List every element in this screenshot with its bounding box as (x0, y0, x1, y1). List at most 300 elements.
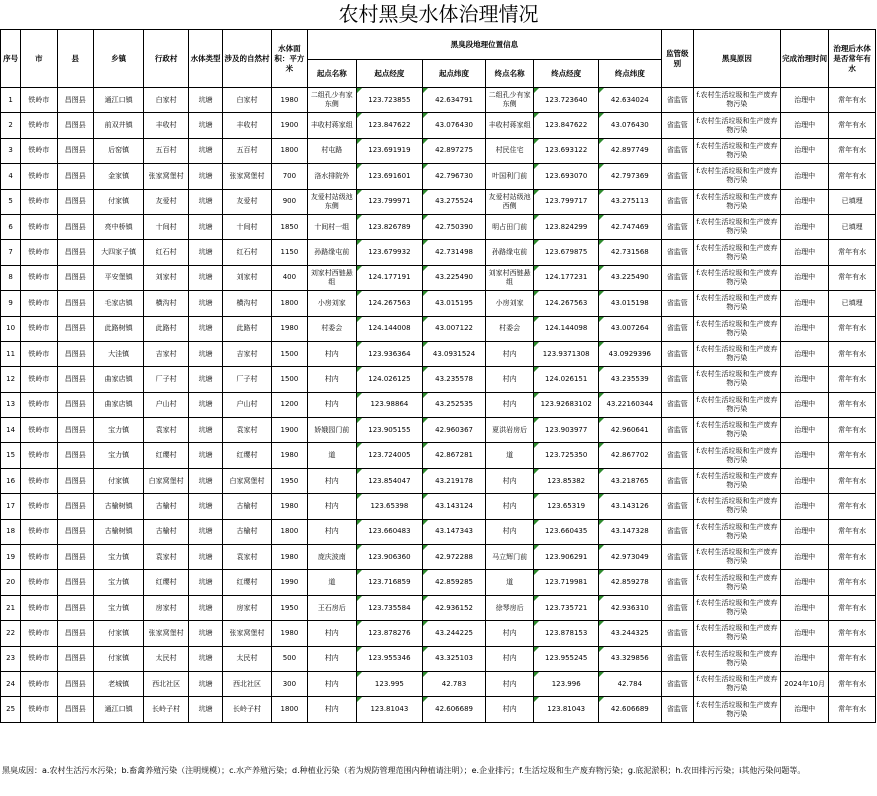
table-body (1, 88, 876, 723)
cell-villages-involved: 房家村 (223, 595, 271, 620)
table-row (1, 519, 876, 544)
cell-cause: f.农村生活垃圾和生产废弃物污染 (693, 443, 780, 468)
cell-county: 昌图县 (57, 671, 93, 696)
cell-village: 户山村 (144, 392, 188, 417)
cell-start-lat: 43.325103 (423, 646, 486, 671)
cell-end-lng: 123.679875 (534, 240, 599, 265)
cell-area: 1900 (271, 418, 307, 443)
cell-type: 坑塘 (188, 138, 222, 163)
cell-level: 省监管 (661, 697, 693, 722)
cell-start-name: 二组孔少有家东侧 (308, 88, 356, 113)
cell-village: 厂子村 (144, 367, 188, 392)
cell-village: 红缨村 (144, 570, 188, 595)
cell-county: 昌图县 (57, 468, 93, 493)
cell-start-lat: 42.731498 (423, 240, 486, 265)
cell-type: 坑塘 (188, 443, 222, 468)
cell-start-name: 刘家村西链悬组 (308, 265, 356, 290)
cell-cause: f.农村生活垃圾和生产废弃物污染 (693, 418, 780, 443)
cell-seq: 1 (1, 88, 21, 113)
cell-type: 坑塘 (188, 621, 222, 646)
cell-status: 常年有水 (829, 646, 876, 671)
cell-end-lat: 42.973049 (599, 545, 662, 570)
cell-end-lng: 123.878153 (534, 621, 599, 646)
cell-end-lng: 123.693122 (534, 138, 599, 163)
cell-seq: 25 (1, 697, 21, 722)
cell-done-time: 治理中 (780, 519, 828, 544)
cell-status: 常年有水 (829, 341, 876, 366)
cell-village: 太民村 (144, 646, 188, 671)
cell-village: 张家窝堡村 (144, 621, 188, 646)
cell-village: 张家窝堡村 (144, 164, 188, 189)
cell-start-lng: 123.906360 (356, 545, 423, 570)
col-status: 治理后水体是否常年有水 (829, 30, 876, 88)
cell-level: 省监管 (661, 367, 693, 392)
cell-villages-involved: 横沟村 (223, 291, 271, 316)
cell-city: 铁岭市 (21, 468, 57, 493)
cell-area: 1980 (271, 443, 307, 468)
cell-level: 省监管 (661, 240, 693, 265)
cell-end-lat: 43.225490 (599, 265, 662, 290)
cell-done-time: 治理中 (780, 621, 828, 646)
cell-status: 常年有水 (829, 265, 876, 290)
cell-seq: 3 (1, 138, 21, 163)
cell-level: 省监管 (661, 621, 693, 646)
footnote: 黑臭成因：a.农村生活污水污染；b.畜禽养殖污染（注明规模）；c.水产养殖污染；d.种植业污染（若为规防管理范围内种植请注明）；e.企业排污；f.生活垃圾和生产废弃物污染；g.底泥淤积；h.农田排污污染；i其他污染问题等。 (2, 766, 806, 775)
cell-level: 省监管 (661, 113, 693, 138)
cell-city: 铁岭市 (21, 519, 57, 544)
col-city: 市 (21, 30, 57, 88)
cell-village: 此路村 (144, 316, 188, 341)
table-row (1, 494, 876, 519)
cell-area: 1850 (271, 214, 307, 239)
cell-seq: 17 (1, 494, 21, 519)
cell-villages-involved: 白家窝堡村 (223, 468, 271, 493)
cell-seq: 11 (1, 341, 21, 366)
cell-start-lat: 42.897275 (423, 138, 486, 163)
cell-village: 友爱村 (144, 189, 188, 214)
cell-cause: f.农村生活垃圾和生产废弃物污染 (693, 545, 780, 570)
cell-village: 红缨村 (144, 443, 188, 468)
cell-level: 省监管 (661, 291, 693, 316)
cell-status: 常年有水 (829, 494, 876, 519)
cell-town: 后窑镇 (93, 138, 144, 163)
cell-villages-involved: 吉家村 (223, 341, 271, 366)
cell-done-time: 治理中 (780, 138, 828, 163)
cell-county: 昌图县 (57, 291, 93, 316)
cell-end-lat: 42.859278 (599, 570, 662, 595)
cell-start-name: 道 (308, 570, 356, 595)
cell-status: 常年有水 (829, 113, 876, 138)
cell-area: 1500 (271, 341, 307, 366)
cell-city: 铁岭市 (21, 646, 57, 671)
cell-city: 铁岭市 (21, 189, 57, 214)
cell-seq: 10 (1, 316, 21, 341)
cell-start-lat: 43.007122 (423, 316, 486, 341)
cell-start-lng: 124.026125 (356, 367, 423, 392)
cell-type: 坑塘 (188, 519, 222, 544)
cell-cause: f.农村生活垃圾和生产废弃物污染 (693, 88, 780, 113)
table-row (1, 189, 876, 214)
cell-county: 昌图县 (57, 113, 93, 138)
cell-village: 西北社区 (144, 671, 188, 696)
cell-villages-involved: 长岭子村 (223, 697, 271, 722)
cell-type: 坑塘 (188, 570, 222, 595)
cell-town: 通江口镇 (93, 88, 144, 113)
cell-end-lng: 123.903977 (534, 418, 599, 443)
cell-seq: 15 (1, 443, 21, 468)
cell-type: 坑塘 (188, 671, 222, 696)
cell-area: 1980 (271, 621, 307, 646)
cell-city: 铁岭市 (21, 240, 57, 265)
cell-start-name: 道 (308, 443, 356, 468)
cell-end-lng: 123.723640 (534, 88, 599, 113)
cell-end-lat: 43.007264 (599, 316, 662, 341)
cell-level: 省监管 (661, 468, 693, 493)
cell-end-lat: 43.147328 (599, 519, 662, 544)
cell-city: 铁岭市 (21, 367, 57, 392)
cell-start-lat: 43.0931524 (423, 341, 486, 366)
cell-start-lng: 123.799971 (356, 189, 423, 214)
cell-end-lng: 123.847622 (534, 113, 599, 138)
cell-villages-involved: 厂子村 (223, 367, 271, 392)
cell-end-lng: 123.906291 (534, 545, 599, 570)
cell-start-lng: 123.724005 (356, 443, 423, 468)
cell-end-name: 马立辉门前 (485, 545, 533, 570)
cell-end-name: 道 (485, 570, 533, 595)
cell-area: 500 (271, 646, 307, 671)
col-area: 水体面积：平方米 (271, 30, 307, 88)
cell-level: 省监管 (661, 214, 693, 239)
table-row (1, 671, 876, 696)
cell-village: 白家村 (144, 88, 188, 113)
cell-start-lat: 42.867281 (423, 443, 486, 468)
cell-start-lng: 124.177191 (356, 265, 423, 290)
cell-start-lat: 43.147343 (423, 519, 486, 544)
cell-area: 300 (271, 671, 307, 696)
cell-end-name: 村委会 (485, 316, 533, 341)
cell-city: 铁岭市 (21, 392, 57, 417)
cell-seq: 8 (1, 265, 21, 290)
cell-villages-involved: 红缨村 (223, 570, 271, 595)
cell-town: 付家镇 (93, 468, 144, 493)
cell-cause: f.农村生活垃圾和生产废弃物污染 (693, 214, 780, 239)
cell-area: 1900 (271, 113, 307, 138)
cell-city: 铁岭市 (21, 316, 57, 341)
cell-done-time: 治理中 (780, 189, 828, 214)
cell-done-time: 治理中 (780, 291, 828, 316)
cell-start-name: 村屯路 (308, 138, 356, 163)
cell-village: 横沟村 (144, 291, 188, 316)
page-title: 农村黑臭水体治理情况 (338, 2, 539, 26)
table-row (1, 545, 876, 570)
cell-area: 1200 (271, 392, 307, 417)
cell-start-lng: 123.679932 (356, 240, 423, 265)
cell-level: 省监管 (661, 392, 693, 417)
cell-type: 坑塘 (188, 88, 222, 113)
cell-village: 袁家村 (144, 418, 188, 443)
cell-end-name: 夏洪岩房后 (485, 418, 533, 443)
cell-start-lat: 42.936152 (423, 595, 486, 620)
cell-county: 昌图县 (57, 570, 93, 595)
cell-city: 铁岭市 (21, 113, 57, 138)
cell-city: 铁岭市 (21, 418, 57, 443)
cell-start-name: 村内 (308, 494, 356, 519)
cell-seq: 14 (1, 418, 21, 443)
col-start-lng: 起点经度 (356, 60, 423, 88)
cell-done-time: 治理中 (780, 443, 828, 468)
cell-status: 常年有水 (829, 138, 876, 163)
table-row (1, 113, 876, 138)
cell-end-lng: 123.824299 (534, 214, 599, 239)
table-row (1, 392, 876, 417)
cell-end-lng: 123.92683102 (534, 392, 599, 417)
cell-town: 古榆树镇 (93, 519, 144, 544)
col-county: 县 (57, 30, 93, 88)
cell-cause: f.农村生活垃圾和生产废弃物污染 (693, 646, 780, 671)
cell-seq: 18 (1, 519, 21, 544)
cell-start-name: 洛水排院外 (308, 164, 356, 189)
cell-done-time: 治理中 (780, 341, 828, 366)
cell-city: 铁岭市 (21, 494, 57, 519)
cell-end-name: 村内 (485, 697, 533, 722)
cell-status: 常年有水 (829, 545, 876, 570)
cell-end-name: 村内 (485, 494, 533, 519)
cell-status: 常年有水 (829, 697, 876, 722)
cell-county: 昌图县 (57, 697, 93, 722)
cell-type: 坑塘 (188, 468, 222, 493)
cell-start-lng: 123.955346 (356, 646, 423, 671)
cell-start-lat: 43.143124 (423, 494, 486, 519)
cell-cause: f.农村生活垃圾和生产废弃物污染 (693, 341, 780, 366)
cell-start-lat: 43.225490 (423, 265, 486, 290)
cell-start-lat: 43.076430 (423, 113, 486, 138)
cell-start-lng: 123.691919 (356, 138, 423, 163)
table-row (1, 341, 876, 366)
cell-cause: f.农村生活垃圾和生产废弃物污染 (693, 291, 780, 316)
cell-end-name: 村内 (485, 621, 533, 646)
col-start-lat: 起点纬度 (423, 60, 486, 88)
cell-end-name: 村内 (485, 468, 533, 493)
cell-level: 省监管 (661, 265, 693, 290)
cell-start-lng: 123.854047 (356, 468, 423, 493)
cell-level: 省监管 (661, 341, 693, 366)
cell-village: 丰收村 (144, 113, 188, 138)
cell-status: 常年有水 (829, 316, 876, 341)
cell-end-lat: 43.015198 (599, 291, 662, 316)
cell-town: 付家镇 (93, 646, 144, 671)
cell-villages-involved: 刘家村 (223, 265, 271, 290)
cell-villages-involved: 白家村 (223, 88, 271, 113)
cell-village: 古榆村 (144, 494, 188, 519)
cell-cause: f.农村生活垃圾和生产废弃物污染 (693, 392, 780, 417)
cell-level: 省监管 (661, 570, 693, 595)
cell-villages-involved: 红缨村 (223, 443, 271, 468)
cell-village: 长岭子村 (144, 697, 188, 722)
cell-city: 铁岭市 (21, 88, 57, 113)
cell-status: 常年有水 (829, 519, 876, 544)
water-body-table (0, 29, 876, 723)
cell-start-name: 村委会 (308, 316, 356, 341)
cell-type: 坑塘 (188, 113, 222, 138)
table-row (1, 164, 876, 189)
cell-done-time: 治理中 (780, 367, 828, 392)
cell-town: 老城镇 (93, 671, 144, 696)
cell-seq: 2 (1, 113, 21, 138)
cell-status: 已填埋 (829, 189, 876, 214)
cell-type: 坑塘 (188, 164, 222, 189)
cell-start-name: 友爱村站级池东侧 (308, 189, 356, 214)
cell-villages-involved: 张家窝堡村 (223, 164, 271, 189)
cell-done-time: 治理中 (780, 697, 828, 722)
cell-seq: 13 (1, 392, 21, 417)
cell-city: 铁岭市 (21, 164, 57, 189)
cell-city: 铁岭市 (21, 214, 57, 239)
cell-seq: 22 (1, 621, 21, 646)
cell-town: 宝力镇 (93, 595, 144, 620)
cell-start-name: 孙路缘屯前 (308, 240, 356, 265)
cell-start-lng: 123.660483 (356, 519, 423, 544)
cell-end-lat: 42.731568 (599, 240, 662, 265)
cell-town: 宝力镇 (93, 545, 144, 570)
cell-end-name: 村内 (485, 392, 533, 417)
cell-town: 金家镇 (93, 164, 144, 189)
cell-start-lng: 124.144008 (356, 316, 423, 341)
cell-status: 常年有水 (829, 88, 876, 113)
cell-end-lat: 42.897749 (599, 138, 662, 163)
cell-cause: f.农村生活垃圾和生产废弃物污染 (693, 367, 780, 392)
cell-cause: f.农村生活垃圾和生产废弃物污染 (693, 189, 780, 214)
cell-village: 红石村 (144, 240, 188, 265)
cell-town: 付家镇 (93, 621, 144, 646)
cell-city: 铁岭市 (21, 265, 57, 290)
table-row (1, 367, 876, 392)
col-town: 乡镇 (93, 30, 144, 88)
cell-end-lng: 123.955245 (534, 646, 599, 671)
cell-end-lng: 123.660435 (534, 519, 599, 544)
cell-county: 昌图县 (57, 88, 93, 113)
cell-end-lng: 123.9371308 (534, 341, 599, 366)
cell-start-lng: 124.267563 (356, 291, 423, 316)
cell-cause: f.农村生活垃圾和生产废弃物污染 (693, 316, 780, 341)
col-start-name: 起点名称 (308, 60, 356, 88)
cell-county: 昌图县 (57, 621, 93, 646)
cell-end-lat: 42.797369 (599, 164, 662, 189)
cell-county: 昌图县 (57, 189, 93, 214)
cell-start-name: 村内 (308, 468, 356, 493)
col-cause: 黑臭原因 (693, 30, 780, 88)
cell-county: 昌图县 (57, 367, 93, 392)
cell-status: 常年有水 (829, 240, 876, 265)
cell-start-lat: 42.796730 (423, 164, 486, 189)
cell-area: 1980 (271, 88, 307, 113)
cell-villages-involved: 十间村 (223, 214, 271, 239)
cell-county: 昌图县 (57, 392, 93, 417)
cell-seq: 16 (1, 468, 21, 493)
cell-done-time: 治理中 (780, 646, 828, 671)
cell-end-lat: 42.634024 (599, 88, 662, 113)
cell-level: 省监管 (661, 545, 693, 570)
cell-county: 昌图县 (57, 519, 93, 544)
table-row (1, 697, 876, 722)
cell-end-lng: 123.719981 (534, 570, 599, 595)
cell-city: 铁岭市 (21, 621, 57, 646)
cell-type: 坑塘 (188, 697, 222, 722)
cell-type: 坑塘 (188, 646, 222, 671)
cell-villages-involved: 丰收村 (223, 113, 271, 138)
cell-done-time: 治理中 (780, 214, 828, 239)
cell-level: 省监管 (661, 138, 693, 163)
cell-end-name: 村内 (485, 367, 533, 392)
cell-seq: 20 (1, 570, 21, 595)
cell-level: 省监管 (661, 418, 693, 443)
cell-villages-involved: 古榆村 (223, 494, 271, 519)
cell-city: 铁岭市 (21, 595, 57, 620)
cell-villages-involved: 古榆村 (223, 519, 271, 544)
cell-start-lat: 43.252535 (423, 392, 486, 417)
cell-start-lng: 123.826789 (356, 214, 423, 239)
cell-start-name: 王石房后 (308, 595, 356, 620)
cell-town: 前双井镇 (93, 113, 144, 138)
cell-city: 铁岭市 (21, 443, 57, 468)
table-row (1, 418, 876, 443)
col-end-name: 终点名称 (485, 60, 533, 88)
cell-start-name: 村内 (308, 621, 356, 646)
cell-status: 常年有水 (829, 595, 876, 620)
cell-end-name: 道 (485, 443, 533, 468)
cell-done-time: 治理中 (780, 265, 828, 290)
col-type: 水体类型 (188, 30, 222, 88)
cell-seq: 21 (1, 595, 21, 620)
cell-villages-involved: 袁家村 (223, 418, 271, 443)
cell-town: 大四家子镇 (93, 240, 144, 265)
cell-seq: 6 (1, 214, 21, 239)
cell-cause: f.农村生活垃圾和生产废弃物污染 (693, 494, 780, 519)
cell-type: 坑塘 (188, 418, 222, 443)
cell-type: 坑塘 (188, 291, 222, 316)
table-row (1, 88, 876, 113)
cell-village: 刘家村 (144, 265, 188, 290)
cell-start-lng: 123.691601 (356, 164, 423, 189)
cell-cause: f.农村生活垃圾和生产废弃物污染 (693, 595, 780, 620)
cell-end-lng: 123.799717 (534, 189, 599, 214)
cell-county: 昌图县 (57, 494, 93, 519)
cell-end-lat: 42.960641 (599, 418, 662, 443)
cell-start-name: 村内 (308, 392, 356, 417)
cell-start-lat: 42.750390 (423, 214, 486, 239)
cell-town: 平安堡镇 (93, 265, 144, 290)
cell-start-name: 小房刘家 (308, 291, 356, 316)
cell-level: 省监管 (661, 88, 693, 113)
table-row (1, 595, 876, 620)
cell-village: 五百村 (144, 138, 188, 163)
cell-city: 铁岭市 (21, 291, 57, 316)
cell-city: 铁岭市 (21, 697, 57, 722)
cell-town: 宝力镇 (93, 418, 144, 443)
cell-county: 昌图县 (57, 545, 93, 570)
cell-end-name: 小房刘家 (485, 291, 533, 316)
cell-end-lng: 124.026151 (534, 367, 599, 392)
cell-seq: 4 (1, 164, 21, 189)
cell-area: 1980 (271, 494, 307, 519)
cell-done-time: 治理中 (780, 316, 828, 341)
cell-status: 常年有水 (829, 392, 876, 417)
cell-type: 坑塘 (188, 316, 222, 341)
cell-type: 坑塘 (188, 240, 222, 265)
cell-area: 400 (271, 265, 307, 290)
cell-start-lat: 42.972288 (423, 545, 486, 570)
table-row (1, 316, 876, 341)
cell-start-lat: 42.634791 (423, 88, 486, 113)
